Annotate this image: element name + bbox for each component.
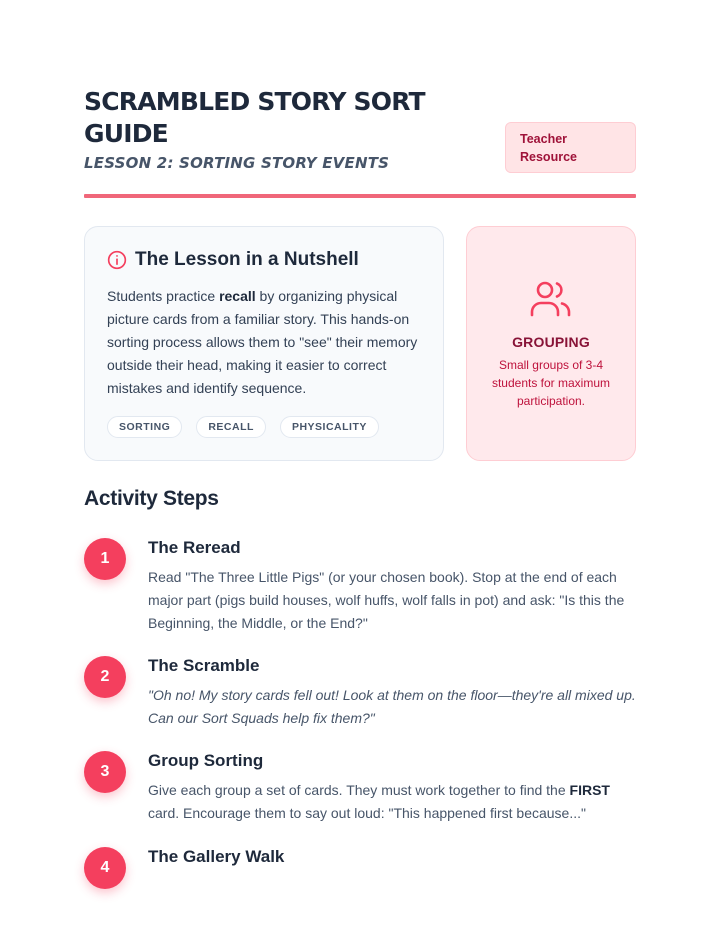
summary-card — [84, 226, 444, 461]
step-title: The Gallery Walk — [148, 847, 285, 866]
step-number-badge: 2 — [84, 656, 126, 698]
lesson-page — [84, 0, 636, 932]
page-title: SCRAMBLED STORY SORT GUIDE — [84, 87, 425, 148]
step-number-badge: 1 — [84, 538, 126, 580]
tag-recall: RECALL — [196, 416, 266, 438]
step-text-part: card. Encourage them to say out loud: "This happened first because..." — [148, 805, 586, 821]
step-title: Group Sorting — [148, 751, 264, 770]
step-title: The Scramble — [148, 656, 260, 675]
tag-physicality: PHYSICALITY — [280, 416, 379, 438]
grouping-text: Small groups of 3-4 students for maximum participation. — [491, 358, 611, 408]
tag-sorting: SORTING — [107, 416, 182, 438]
step-number-badge: 3 — [84, 751, 126, 793]
info-icon — [107, 250, 127, 270]
summary-text-part: by organizing physical picture cards from a familiar story. This hands-on sorting process allows them to "see" their memory outside their head, making it easier to correct mistakes and identify sequence. — [107, 288, 418, 396]
page-header — [84, 86, 636, 198]
teacher-resource-badge: Teacher Resource — [505, 122, 636, 173]
users-icon — [529, 279, 573, 319]
grouping-title: GROUPING — [512, 334, 590, 350]
grouping-card — [466, 226, 636, 461]
page-subtitle: LESSON 2: SORTING STORY EVENTS — [84, 154, 390, 172]
step-text — [148, 779, 636, 825]
step-text: "Oh no! My story cards fell out! Look at them on the floor—they're all mixed up. Can our Sort Squads help fix them?" — [148, 687, 636, 726]
tag-list — [107, 416, 421, 438]
summary-text — [107, 285, 421, 400]
header-divider — [84, 194, 636, 198]
summary-header — [107, 249, 421, 271]
summary-text-part: Students practice — [107, 288, 220, 304]
step-text-bold: FIRST — [569, 782, 610, 798]
summary-title: The Lesson in a Nutshell — [135, 249, 359, 270]
step-text-part: Give each group a set of cards. They must work together to find the — [148, 782, 570, 798]
step-text: Read "The Three Little Pigs" (or your chosen book). Stop at the end of each major part (pigs build houses, wolf huffs, wolf falls in pot) and ask: "Is this the Beginning, the Middle, or the End?" — [148, 569, 625, 631]
step-number-badge: 4 — [84, 847, 126, 889]
activity-steps-heading: Activity Steps — [84, 487, 219, 510]
summary-text-bold: recall — [219, 288, 256, 304]
step-title: The Reread — [148, 538, 241, 557]
